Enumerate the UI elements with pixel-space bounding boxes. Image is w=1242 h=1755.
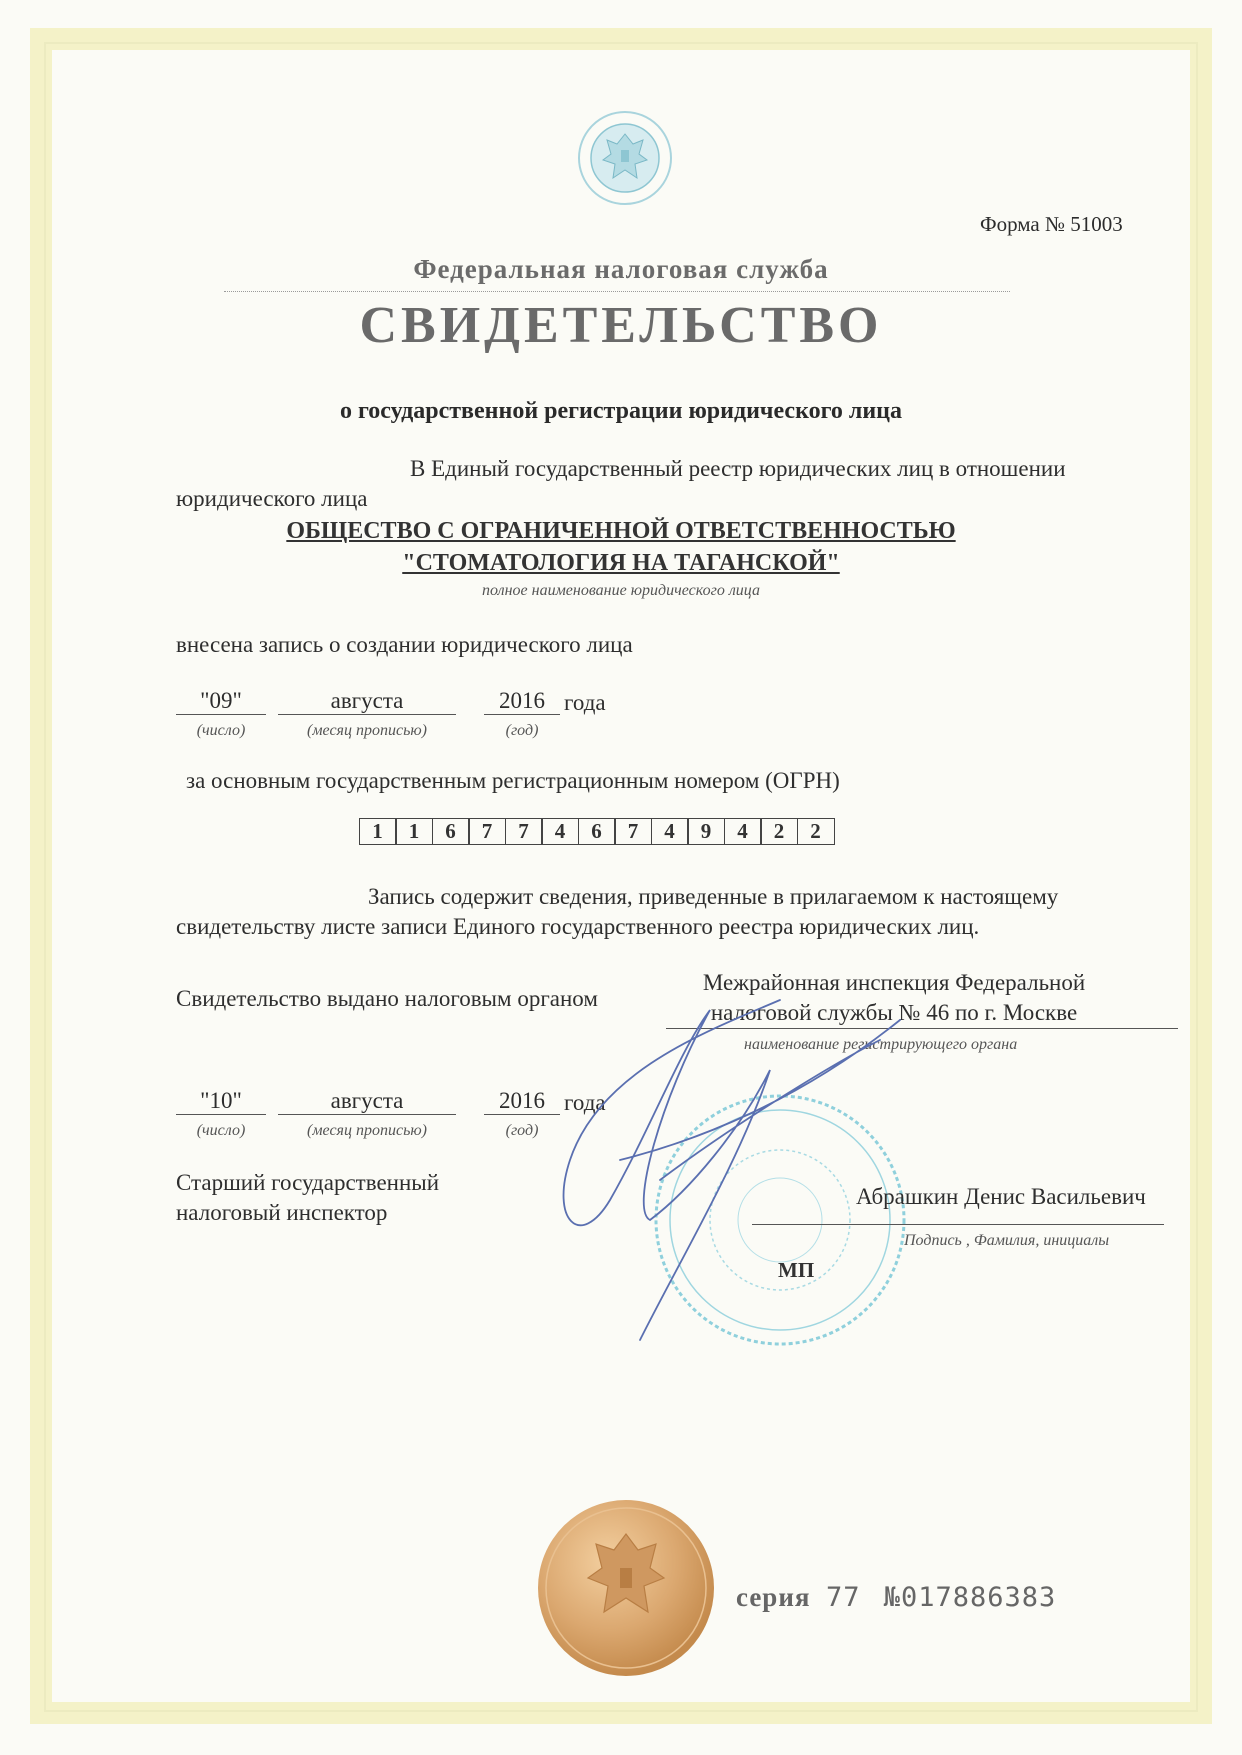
ogrn-digit: 4: [541, 818, 579, 845]
issuer-name-line-1: Межрайонная инспекция Федеральной: [702, 970, 1086, 995]
company-name-line-2: "СТОМАТОЛОГИЯ НА ТАГАНСКОЙ": [402, 550, 840, 576]
issue-month: августа: [278, 1088, 456, 1115]
form-number: Форма № 51003: [980, 212, 1123, 236]
ogrn-digit: 2: [797, 818, 835, 845]
ogrn-digit: 7: [614, 818, 652, 845]
inspector-position-line-1: Старший государственный: [176, 1170, 440, 1195]
ogrn-digit: 6: [578, 818, 616, 845]
seal-place-label: МП: [778, 1258, 815, 1282]
ogrn-digit: 6: [432, 818, 470, 845]
issue-year-suffix: года: [564, 1090, 606, 1115]
issuer-label: Свидетельство выдано налоговым органом: [176, 986, 598, 1011]
page-title: СВИДЕТЕЛЬСТВО: [359, 297, 883, 354]
ogrn-digit: 2: [760, 818, 798, 845]
record-day-caption: (число): [196, 722, 246, 739]
issue-month-caption: (месяц прописью): [307, 1122, 427, 1139]
record-month-caption: (месяц прописью): [307, 722, 427, 739]
ogrn-digit: 4: [651, 818, 689, 845]
ogrn-digit: 1: [395, 818, 433, 845]
record-year-suffix: года: [564, 690, 606, 715]
page-subtitle: о государственной регистрации юридического лица: [340, 398, 902, 424]
signature-icon: [540, 960, 920, 1380]
agency-name: Федеральная налоговая служба: [413, 254, 829, 284]
record-month: августа: [278, 688, 456, 715]
inner-border: [44, 42, 1198, 1712]
issue-day-caption: (число): [196, 1122, 246, 1139]
intro-line-1: В Единый государственный реестр юридических лиц в отношении: [410, 456, 1066, 481]
issue-year-caption: (год): [505, 1122, 539, 1139]
inspector-position-line-2: налоговый инспектор: [176, 1200, 388, 1225]
series-label: серия: [736, 1582, 811, 1612]
issuer-name-line-2: налоговой службы № 46 по г. Москве: [710, 1000, 1078, 1025]
emblem-icon: [577, 110, 673, 206]
record-year-caption: (год): [505, 722, 539, 739]
ogrn-digit: 7: [468, 818, 506, 845]
ogrn-digit: 7: [505, 818, 543, 845]
gold-seal-icon: [536, 1498, 716, 1678]
note-line-1: Запись содержит сведения, приведенные в прилагаемом к настоящему: [368, 884, 1059, 909]
record-year: 2016: [484, 688, 560, 715]
ogrn-digit: 1: [359, 818, 397, 845]
ogrn-label: за основным государственным регистрационным номером (ОГРН): [186, 768, 840, 793]
series-code: 77: [825, 1582, 861, 1613]
issue-year: 2016: [484, 1088, 560, 1115]
ogrn-digit: 4: [724, 818, 762, 845]
record-text: внесена запись о создании юридического лица: [176, 632, 633, 657]
inspector-name: Абрашкин Денис Васильевич: [856, 1184, 1146, 1209]
note-line-2: свидетельству листе записи Единого государственного реестра юридических лиц.: [176, 914, 980, 939]
intro-line-2: юридического лица: [176, 486, 368, 511]
ogrn-digit: 9: [687, 818, 725, 845]
issue-day: "10": [176, 1088, 266, 1115]
inspector-caption: Подпись , Фамилия, инициалы: [904, 1232, 1110, 1249]
agency-divider: [224, 291, 1010, 292]
record-day: "09": [176, 688, 266, 715]
ogrn-number: [360, 818, 835, 845]
series-number: №017886383: [883, 1582, 1057, 1613]
company-name-line-1: ОБЩЕСТВО С ОГРАНИЧЕННОЙ ОТВЕТСТВЕННОСТЬЮ: [286, 518, 956, 544]
issuer-caption: наименование регистрирующего органа: [744, 1036, 1018, 1053]
series-line: [736, 1582, 1056, 1613]
company-name-caption: полное наименование юридического лица: [482, 582, 760, 599]
